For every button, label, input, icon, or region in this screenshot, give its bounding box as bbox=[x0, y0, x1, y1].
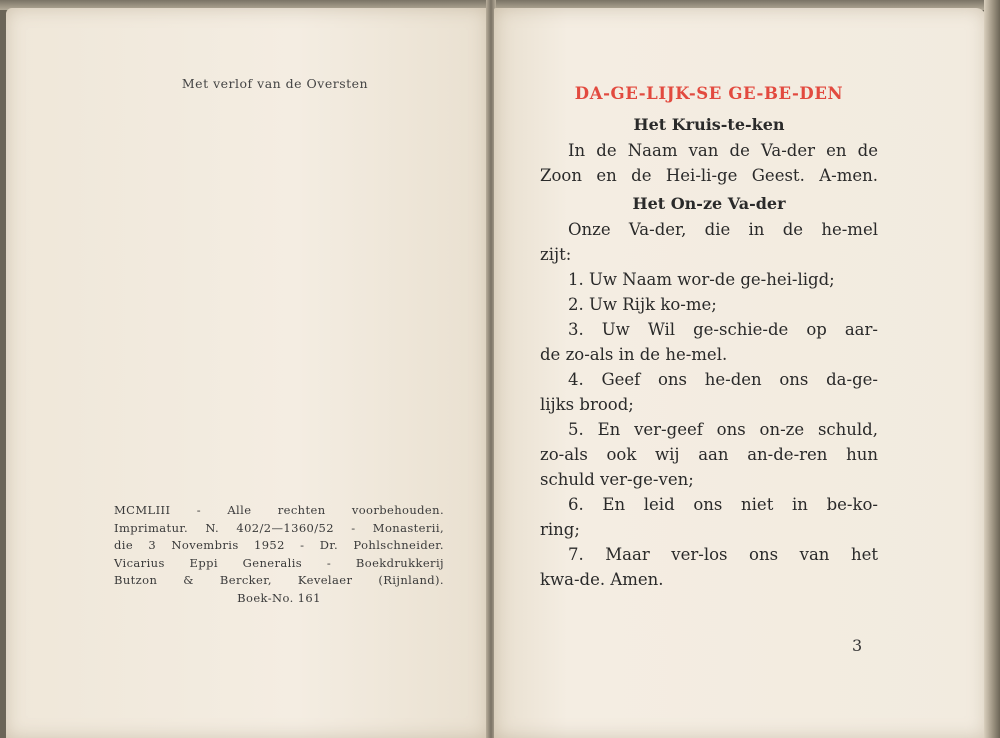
our-father-heading: Het On-ze Va-der bbox=[632, 194, 786, 213]
text-line: de zo-als in de he-mel. bbox=[540, 345, 728, 364]
sign-of-cross-heading: Het Kruis-te-ken bbox=[633, 115, 785, 134]
text-line: 4. Geef ons he-den ons da-ge- bbox=[568, 370, 878, 389]
text-line: schuld ver-ge-ven; bbox=[540, 470, 694, 489]
petition-7 bbox=[540, 542, 878, 592]
text-line: 5. En ver-geef ons on-ze schuld, bbox=[568, 420, 878, 439]
page-edges bbox=[984, 0, 1000, 738]
our-father-intro bbox=[540, 217, 878, 267]
text-line: Onze Va-der, die in de he-mel bbox=[568, 220, 878, 239]
text-line: ring; bbox=[540, 520, 580, 539]
text-line: 3. Uw Wil ge-schie-de op aar- bbox=[568, 320, 878, 339]
text-line: In de Naam van de Va-der en de bbox=[568, 141, 878, 160]
left-page bbox=[6, 8, 488, 738]
text-line: zo-als ook wij aan an-de-ren hun bbox=[540, 445, 878, 464]
prayers-content bbox=[540, 84, 878, 592]
imprint-block bbox=[114, 502, 444, 607]
imprint-line: Vicarius Eppi Generalis - Boekdrukkerij bbox=[114, 555, 444, 570]
text-line: 6. En leid ons niet in be-ko- bbox=[568, 495, 878, 514]
text-line: lijks brood; bbox=[540, 395, 634, 414]
petition-2 bbox=[540, 292, 878, 317]
permission-line: Met verlof van de Oversten bbox=[181, 76, 369, 91]
text-line: Zoon en de Hei-li-ge Geest. A-men. bbox=[540, 166, 878, 185]
page-number: 3 bbox=[852, 636, 863, 655]
imprint-line: die 3 Novembris 1952 - Dr. Pohlschneider. bbox=[114, 538, 444, 552]
sign-of-cross-text bbox=[540, 138, 878, 188]
imprint-book-number: Boek-No. 161 bbox=[237, 590, 321, 605]
petition-3 bbox=[540, 317, 878, 367]
petition-5 bbox=[540, 417, 878, 492]
text-line: 1. Uw Naam wor-de ge-hei-ligd; bbox=[568, 270, 835, 289]
text-line: 2. Uw Rijk ko-me; bbox=[568, 295, 717, 314]
text-line: kwa-de. Amen. bbox=[540, 570, 664, 589]
imprint-line: MCMLIII - Alle rechten voorbehouden. bbox=[114, 503, 444, 517]
imprint-line: Butzon & Bercker, Kevelaer (Rijnland). bbox=[114, 573, 444, 587]
text-line: zijt: bbox=[540, 245, 572, 264]
page-title: DA-GE-LIJK-SE GE-BE-DEN bbox=[574, 84, 844, 103]
petition-1 bbox=[540, 267, 878, 292]
imprint-line: Imprimatur. N. 402/2—1360/52 - Monasterii, bbox=[114, 520, 444, 535]
petition-4 bbox=[540, 367, 878, 417]
petition-6 bbox=[540, 492, 878, 542]
text-line: 7. Maar ver-los ons van het bbox=[568, 545, 878, 564]
